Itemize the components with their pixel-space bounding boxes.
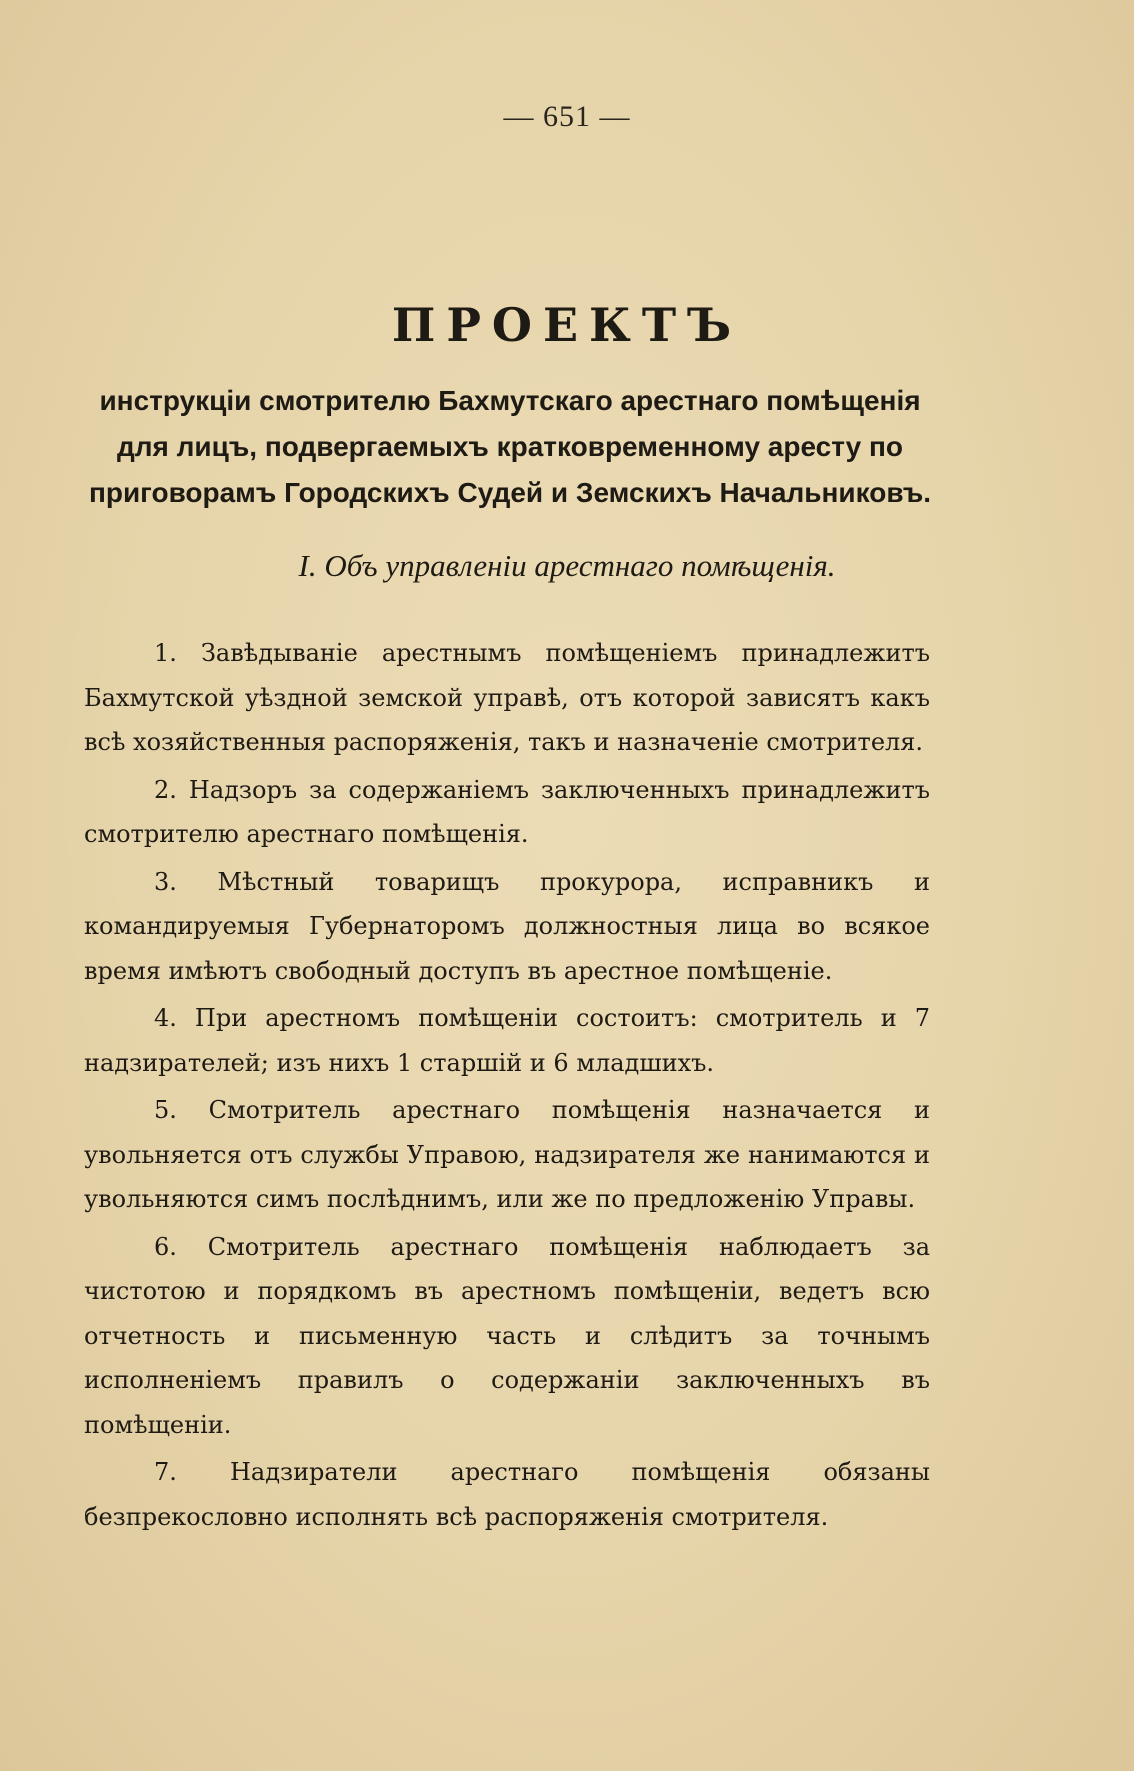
- paragraph-3: 3. Мѣстный товарищъ прокурора, исправникъ и командируемыя Губернаторомъ должностныя лица во всякое время имѣютъ свободный доступъ въ арестное помѣщеніе.: [84, 867, 930, 985]
- paragraph-7: 7. Надзиратели арестнаго помѣщенія обязаны безпрекословно исполнять всѣ распоряженія смотрителя.: [84, 1458, 930, 1531]
- section-heading: I. Объ управленіи арестнаго помѣщенія.: [298, 548, 836, 583]
- paragraph-4: 4. При арестномъ помѣщеніи состоитъ: смотритель и 7 надзирателей; изъ нихъ 1 старшій и 6 младшихъ.: [84, 1004, 930, 1077]
- paragraph-5: 5. Смотритель арестнаго помѣщенія назначается и увольняется отъ службы Управою, надзирателя же нанимаются и увольняются симъ послѣднимъ, или же по предложенію Управы.: [84, 1096, 930, 1213]
- paragraph-1: 1. Завѣдываніе арестнымъ помѣщеніемъ принадлежитъ Бахмутской уѣздной земской управѣ, отъ которой зависятъ какъ всѣ хозяйственныя распоряженія, такъ и назначеніе смотрителя.: [84, 639, 930, 756]
- document-body: [84, 631, 930, 1542]
- document-subtitle: инструкціи смотрителю Бахмутскаго арестнаго помѣщенія для лицъ, подвергаемыхъ кратковременному аресту по приговорамъ Городскихъ Судей и Земскихъ Начальниковъ.: [88, 385, 932, 508]
- document-title: ПРОЕКТЪ: [391, 298, 743, 352]
- paragraph-2: 2. Надзоръ за содержаніемъ заключенныхъ принадлежитъ смотрителю арестнаго помѣщенія.: [84, 775, 930, 848]
- paragraph-6: 6. Смотритель арестнаго помѣщенія наблюдаетъ за чистотою и порядкомъ въ арестномъ помѣщеніи, ведетъ всю отчетность и письменную часть и слѣдитъ за точнымъ исполненіемъ правилъ о содержаніи заключенныхъ въ помѣщеніи.: [84, 1232, 930, 1439]
- page-number: — 651 —: [503, 100, 631, 133]
